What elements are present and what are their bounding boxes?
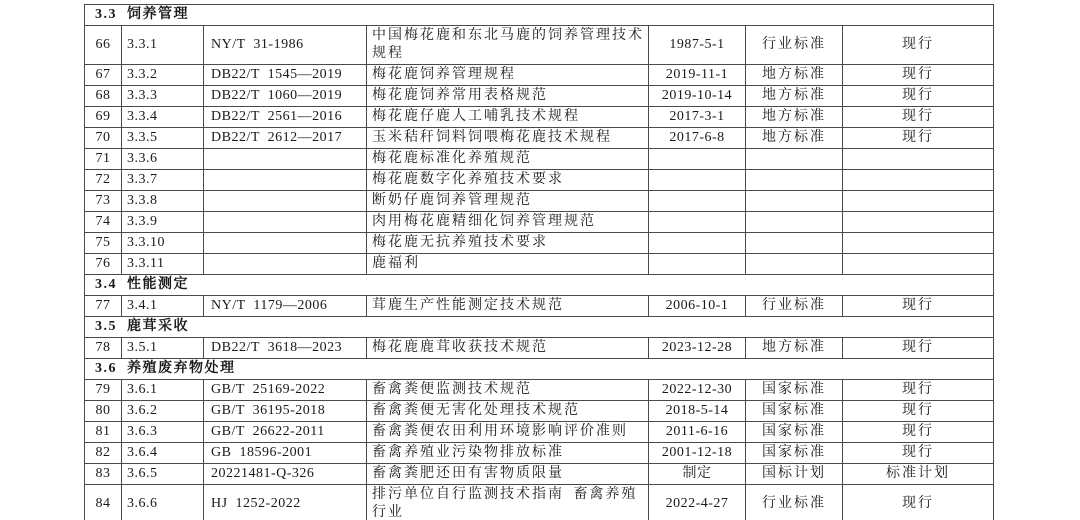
cell-section: 3.3.8 (122, 191, 204, 212)
table-row (85, 401, 994, 422)
cell-num: 83 (85, 464, 122, 485)
cell-code: GB/T 26622-2011 (204, 422, 367, 443)
cell-num: 80 (85, 401, 122, 422)
table-row (85, 26, 994, 65)
cell-num: 81 (85, 422, 122, 443)
table-row (85, 149, 994, 170)
cell-name: 肉用梅花鹿精细化饲养管理规范 (367, 212, 649, 233)
cell-num: 67 (85, 65, 122, 86)
cell-date (649, 254, 746, 275)
cell-date: 2001-12-18 (649, 443, 746, 464)
cell-code: NY/T 1179—2006 (204, 296, 367, 317)
cell-type: 地方标准 (746, 128, 843, 149)
cell-type (746, 254, 843, 275)
cell-name: 梅花鹿饲养常用表格规范 (367, 86, 649, 107)
table-row (85, 464, 994, 485)
section-header-row (85, 359, 994, 380)
table-row (85, 107, 994, 128)
cell-code: DB22/T 2561—2016 (204, 107, 367, 128)
standards-table-body (85, 5, 994, 520)
cell-num: 66 (85, 26, 122, 65)
cell-name: 中国梅花鹿和东北马鹿的饲养管理技术规程 (367, 26, 649, 65)
cell-name: 梅花鹿无抗养殖技术要求 (367, 233, 649, 254)
table-row (85, 296, 994, 317)
cell-name: 畜禽粪肥还田有害物质限量 (367, 464, 649, 485)
table-row (85, 212, 994, 233)
cell-section: 3.3.5 (122, 128, 204, 149)
cell-name: 鹿福利 (367, 254, 649, 275)
cell-num: 70 (85, 128, 122, 149)
cell-code: GB/T 36195-2018 (204, 401, 367, 422)
table-row (85, 443, 994, 464)
cell-code: DB22/T 1060—2019 (204, 86, 367, 107)
cell-section: 3.6.5 (122, 464, 204, 485)
cell-status: 现行 (843, 338, 994, 359)
cell-date (649, 212, 746, 233)
cell-num: 82 (85, 443, 122, 464)
cell-date (649, 233, 746, 254)
cell-num: 79 (85, 380, 122, 401)
cell-type (746, 170, 843, 191)
cell-num: 76 (85, 254, 122, 275)
cell-status: 现行 (843, 380, 994, 401)
table-row (85, 128, 994, 149)
cell-code (204, 170, 367, 191)
cell-type (746, 149, 843, 170)
cell-code: DB22/T 2612—2017 (204, 128, 367, 149)
section-header-row (85, 317, 994, 338)
cell-section: 3.6.1 (122, 380, 204, 401)
cell-num: 84 (85, 485, 122, 520)
cell-status: 现行 (843, 443, 994, 464)
cell-status (843, 149, 994, 170)
cell-date: 2022-12-30 (649, 380, 746, 401)
section-header-row (85, 275, 994, 296)
cell-date: 2019-10-14 (649, 86, 746, 107)
cell-name: 畜禽粪便无害化处理技术规范 (367, 401, 649, 422)
cell-num: 69 (85, 107, 122, 128)
cell-section: 3.6.6 (122, 485, 204, 520)
section-header-row (85, 5, 994, 26)
section-header-label: 3.3 饲养管理 (85, 5, 994, 26)
cell-date: 2022-4-27 (649, 485, 746, 520)
cell-status: 现行 (843, 485, 994, 520)
cell-section: 3.3.6 (122, 149, 204, 170)
cell-date (649, 191, 746, 212)
cell-status (843, 212, 994, 233)
cell-section: 3.5.1 (122, 338, 204, 359)
cell-date (649, 170, 746, 191)
cell-type: 国家标准 (746, 443, 843, 464)
cell-num: 73 (85, 191, 122, 212)
cell-section: 3.3.10 (122, 233, 204, 254)
section-header-label: 3.5 鹿茸采收 (85, 317, 994, 338)
cell-section: 3.3.11 (122, 254, 204, 275)
cell-status: 现行 (843, 26, 994, 65)
cell-code: GB/T 25169-2022 (204, 380, 367, 401)
table-row (85, 233, 994, 254)
cell-code: DB22/T 1545—2019 (204, 65, 367, 86)
cell-code (204, 191, 367, 212)
cell-code (204, 254, 367, 275)
cell-section: 3.3.1 (122, 26, 204, 65)
cell-code (204, 233, 367, 254)
cell-section: 3.6.3 (122, 422, 204, 443)
cell-status: 现行 (843, 65, 994, 86)
cell-section: 3.3.2 (122, 65, 204, 86)
cell-type: 国标计划 (746, 464, 843, 485)
cell-date: 2018-5-14 (649, 401, 746, 422)
cell-status: 现行 (843, 401, 994, 422)
table-row (85, 254, 994, 275)
cell-section: 3.3.4 (122, 107, 204, 128)
table-row (85, 485, 994, 520)
cell-status (843, 233, 994, 254)
cell-date: 2023-12-28 (649, 338, 746, 359)
cell-num: 75 (85, 233, 122, 254)
cell-date: 2011-6-16 (649, 422, 746, 443)
cell-type: 国家标准 (746, 422, 843, 443)
cell-type: 地方标准 (746, 65, 843, 86)
cell-name: 茸鹿生产性能测定技术规范 (367, 296, 649, 317)
cell-name: 梅花鹿标准化养殖规范 (367, 149, 649, 170)
cell-type (746, 212, 843, 233)
cell-code: HJ 1252-2022 (204, 485, 367, 520)
cell-date: 2017-3-1 (649, 107, 746, 128)
cell-num: 74 (85, 212, 122, 233)
standards-table (84, 4, 994, 520)
cell-section: 3.6.2 (122, 401, 204, 422)
cell-name: 畜禽养殖业污染物排放标准 (367, 443, 649, 464)
cell-status: 现行 (843, 296, 994, 317)
cell-date: 2019-11-1 (649, 65, 746, 86)
cell-status: 标准计划 (843, 464, 994, 485)
table-row (85, 86, 994, 107)
cell-name: 梅花鹿饲养管理规程 (367, 65, 649, 86)
cell-type (746, 191, 843, 212)
cell-type: 地方标准 (746, 86, 843, 107)
cell-section: 3.4.1 (122, 296, 204, 317)
cell-type: 行业标准 (746, 296, 843, 317)
cell-code: NY/T 31-1986 (204, 26, 367, 65)
cell-section: 3.6.4 (122, 443, 204, 464)
cell-name: 玉米秸秆饲料饲喂梅花鹿技术规程 (367, 128, 649, 149)
cell-status: 现行 (843, 128, 994, 149)
cell-num: 71 (85, 149, 122, 170)
cell-status (843, 191, 994, 212)
table-row (85, 170, 994, 191)
cell-status: 现行 (843, 422, 994, 443)
cell-code: DB22/T 3618—2023 (204, 338, 367, 359)
cell-num: 77 (85, 296, 122, 317)
cell-num: 72 (85, 170, 122, 191)
table-row (85, 191, 994, 212)
cell-status (843, 254, 994, 275)
cell-code: GB 18596-2001 (204, 443, 367, 464)
table-row (85, 422, 994, 443)
cell-type: 地方标准 (746, 338, 843, 359)
cell-name: 断奶仔鹿饲养管理规范 (367, 191, 649, 212)
cell-name: 畜禽粪便农田利用环境影响评价准则 (367, 422, 649, 443)
cell-name: 梅花鹿鹿茸收获技术规范 (367, 338, 649, 359)
cell-section: 3.3.7 (122, 170, 204, 191)
cell-name: 排污单位自行监测技术指南 畜禽养殖行业 (367, 485, 649, 520)
cell-date (649, 149, 746, 170)
cell-date: 2017-6-8 (649, 128, 746, 149)
cell-name: 畜禽粪便监测技术规范 (367, 380, 649, 401)
section-header-label: 3.4 性能测定 (85, 275, 994, 296)
cell-code (204, 149, 367, 170)
cell-date: 1987-5-1 (649, 26, 746, 65)
cell-type: 地方标准 (746, 107, 843, 128)
cell-section: 3.3.3 (122, 86, 204, 107)
cell-date: 2006-10-1 (649, 296, 746, 317)
cell-name: 梅花鹿数字化养殖技术要求 (367, 170, 649, 191)
cell-name: 梅花鹿仔鹿人工哺乳技术规程 (367, 107, 649, 128)
cell-code: 20221481-Q-326 (204, 464, 367, 485)
cell-status: 现行 (843, 107, 994, 128)
cell-type: 国家标准 (746, 380, 843, 401)
cell-type: 国家标准 (746, 401, 843, 422)
table-row (85, 380, 994, 401)
cell-type: 行业标准 (746, 26, 843, 65)
table-row (85, 65, 994, 86)
cell-num: 78 (85, 338, 122, 359)
cell-type (746, 233, 843, 254)
cell-section: 3.3.9 (122, 212, 204, 233)
section-header-label: 3.6 养殖废弃物处理 (85, 359, 994, 380)
cell-date: 制定 (649, 464, 746, 485)
cell-status (843, 170, 994, 191)
cell-type: 行业标准 (746, 485, 843, 520)
cell-code (204, 212, 367, 233)
cell-num: 68 (85, 86, 122, 107)
table-row (85, 338, 994, 359)
cell-status: 现行 (843, 86, 994, 107)
